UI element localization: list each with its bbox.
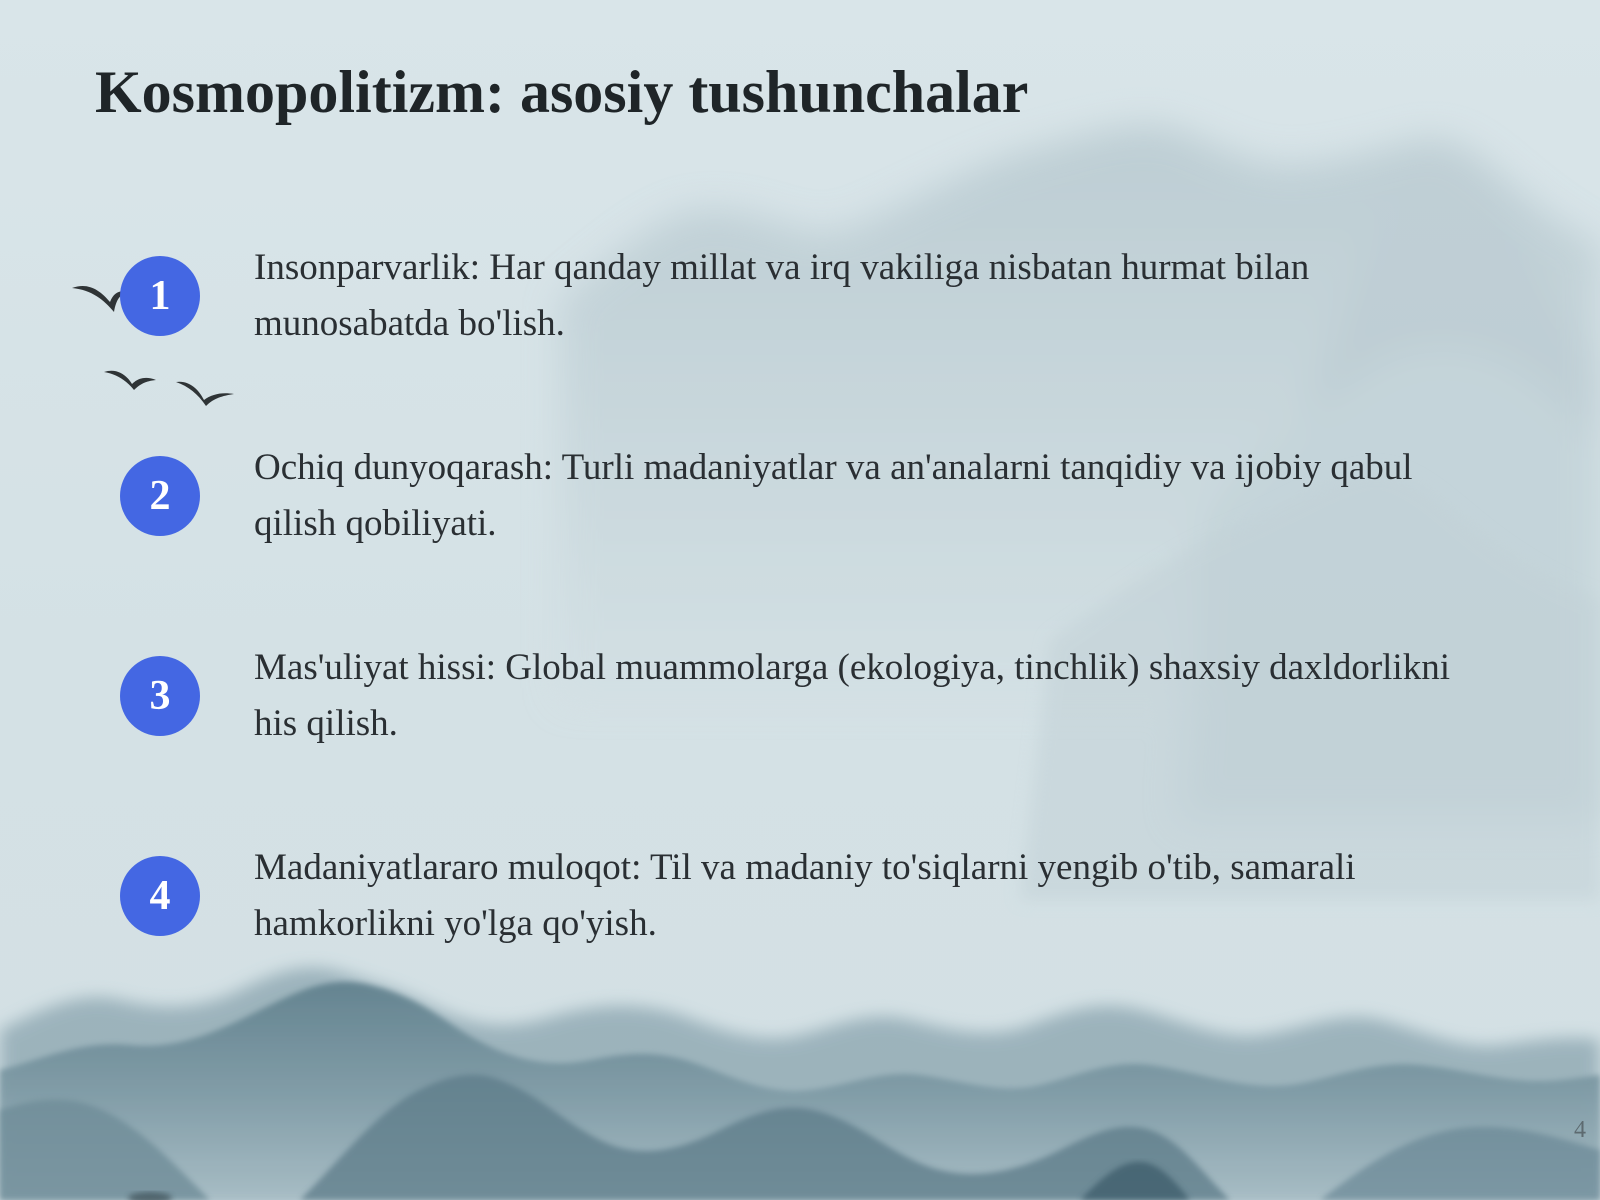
list-item — [120, 247, 1500, 396]
item-text: Mas'uliyat hissi: Global muammolarga (ekologiya, tinchlik) shaxsiy daxldorlikni his qilish. — [254, 647, 1450, 744]
number-badge: 2 — [120, 456, 200, 536]
foreground-mountains — [0, 968, 1600, 1200]
number-badge: 4 — [120, 856, 200, 936]
slide-title: Kosmopolitizm: asosiy tushunchalar — [95, 59, 1029, 125]
list-item — [120, 847, 1500, 996]
item-text: Insonparvarlik: Har qanday millat va irq vakiliga nisbatan hurmat bilan munosabatda bo'lish. — [254, 247, 1310, 344]
item-text: Ochiq dunyoqarash: Turli madaniyatlar va an'analarni tanqidiy va ijobiy qabul qilish qobiliyati. — [254, 447, 1413, 544]
list-item — [120, 447, 1500, 596]
number-badge: 3 — [120, 656, 200, 736]
list-item — [120, 647, 1500, 796]
page-number: 4 — [1574, 1117, 1586, 1143]
number-badge: 1 — [120, 256, 200, 336]
item-text: Madaniyatlararo muloqot: Til va madaniy to'siqlarni yengib o'tib, samarali hamkorlikni yo'lga qo'yish. — [254, 847, 1356, 944]
